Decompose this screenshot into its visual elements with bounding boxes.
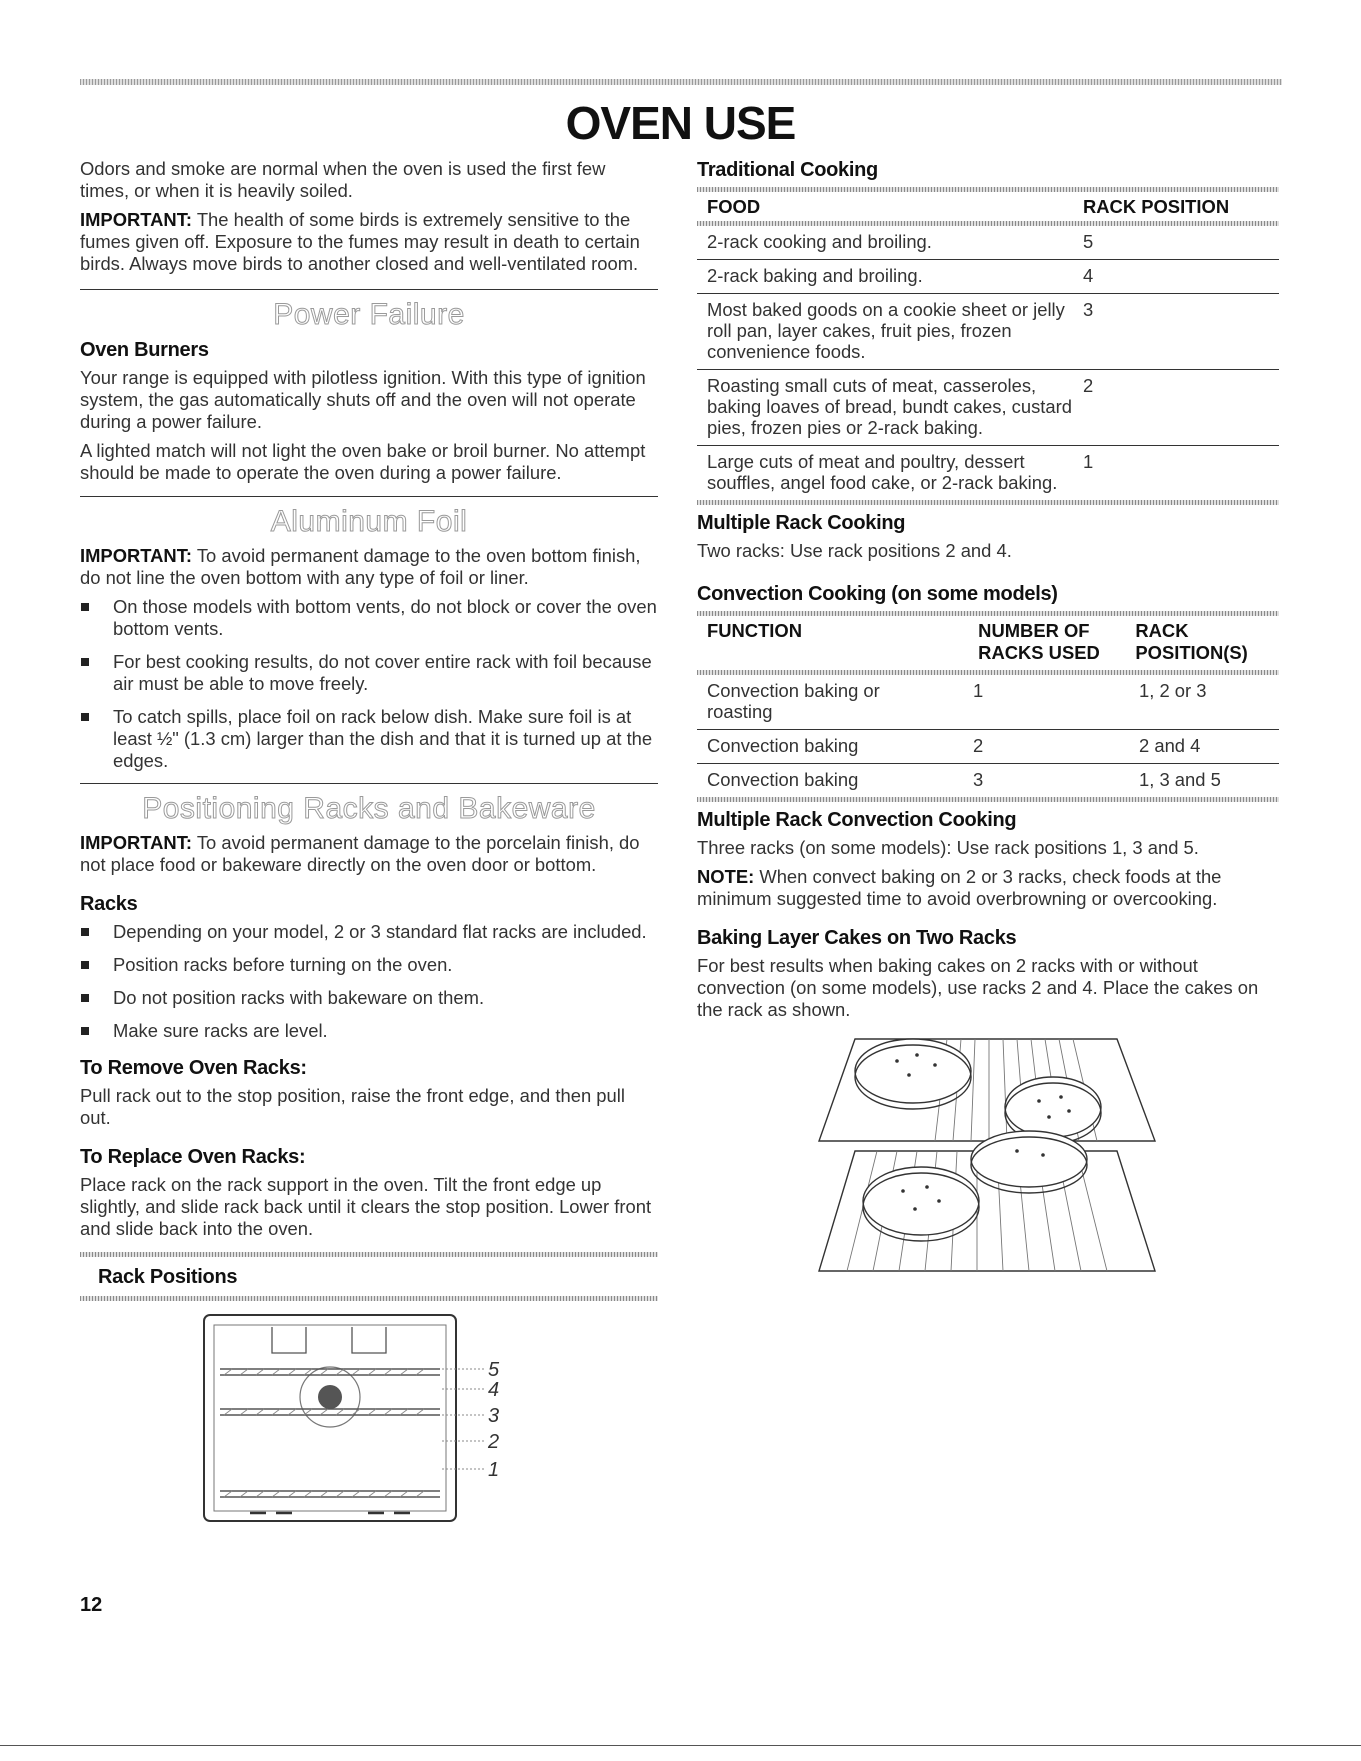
- bullet-icon: [81, 658, 89, 666]
- hatched-rule: [80, 1252, 658, 1257]
- table-row: 2-rack baking and broiling. 4: [697, 260, 1279, 294]
- top-hatched-rule: [80, 79, 1282, 85]
- table-row: Convection baking 2 2 and 4: [697, 730, 1279, 764]
- racks-bullet-list: [80, 921, 658, 1042]
- important-text: To avoid permanent damage to the porcelain finish, do not place food or bakeware directly on the oven door or bottom.: [80, 832, 640, 875]
- multiple-convection-heading: Multiple Rack Convection Cooking: [697, 809, 1017, 831]
- hatched-rule: [697, 797, 1279, 802]
- oven-rack-positions-illustration: [202, 1313, 522, 1525]
- rack-label-4: 4: [488, 1379, 500, 1401]
- power-failure-heading: Power Failure: [273, 298, 465, 331]
- list-item: Depending on your model, 2 or 3 standard flat racks are included.: [80, 921, 658, 943]
- rack-positions-diagram: [202, 1313, 658, 1525]
- rack-label-5: 5: [488, 1359, 500, 1381]
- list-item: Make sure racks are level.: [80, 1020, 658, 1042]
- rack-positions-heading: Rack Positions: [98, 1266, 238, 1288]
- bullet-icon: [81, 603, 89, 611]
- traditional-cooking-heading: Traditional Cooking: [697, 159, 878, 181]
- multiple-convection-text: Three racks (on some models): Use rack positions 1, 3 and 5.: [697, 837, 1199, 858]
- list-item: For best cooking results, do not cover entire rack with foil because air must be able to move freely.: [80, 651, 658, 695]
- foil-important: [80, 545, 658, 589]
- column-header-rack-position: RACK POSITION: [1083, 196, 1230, 217]
- bullet-icon: [81, 994, 89, 1002]
- important-label: IMPORTANT:: [80, 545, 193, 566]
- remove-racks-heading: To Remove Oven Racks:: [80, 1057, 307, 1079]
- multiple-rack-text: Two racks: Use rack positions 2 and 4.: [697, 540, 1012, 561]
- column-header-number-of-racks: NUMBER OF RACKS USED: [978, 620, 1100, 663]
- bullet-icon: [81, 1027, 89, 1035]
- rack-label-3: 3: [488, 1405, 500, 1427]
- intro-paragraph: Odors and smoke are normal when the oven is used the first few times, or when it is heavily soiled.: [80, 158, 606, 201]
- oven-burners-paragraph-2: A lighted match will not light the oven bake or broil burner. No attempt should be made to operate the oven during a power failure.: [80, 440, 646, 483]
- important-label: IMPORTANT:: [80, 832, 193, 853]
- table-row: Most baked goods on a cookie sheet or jelly roll pan, layer cakes, fruit pies, frozen convenience foods. 3: [697, 294, 1279, 370]
- rack-label-2: 2: [488, 1431, 500, 1453]
- table-row: Convection baking or roasting 1 1, 2 or 3: [697, 675, 1279, 730]
- page-number: 12: [80, 1594, 103, 1616]
- table-row: Convection baking 3 1, 3 and 5: [707, 769, 1221, 790]
- section-divider: [80, 783, 658, 784]
- layer-cakes-diagram: [817, 1031, 1279, 1281]
- column-header-rack-positions: RACK POSITION(S): [1135, 620, 1248, 663]
- note-text: When convect baking on 2 or 3 racks, check foods at the minimum suggested time to avoid overbrowning or overcooking.: [697, 866, 1222, 909]
- column-header-function: FUNCTION: [707, 620, 803, 641]
- foil-bullet-list: [80, 596, 658, 772]
- intro-important: [80, 209, 658, 275]
- bottom-rule: [0, 1745, 1361, 1746]
- racks-heading: Racks: [80, 893, 138, 915]
- multiple-convection-note: [697, 866, 1279, 910]
- hatched-rule: [697, 500, 1279, 505]
- column-header-food: FOOD: [707, 196, 761, 217]
- aluminum-foil-heading: Aluminum Foil: [270, 505, 468, 538]
- bullet-icon: [81, 961, 89, 969]
- layer-cakes-heading: Baking Layer Cakes on Two Racks: [697, 927, 1017, 949]
- replace-racks-heading: To Replace Oven Racks:: [80, 1146, 306, 1168]
- important-text: To avoid permanent damage to the oven bottom finish, do not line the oven bottom with any type of foil or liner.: [80, 545, 641, 588]
- positioning-important: [80, 832, 658, 876]
- multiple-rack-heading: Multiple Rack Cooking: [697, 512, 906, 534]
- table-row: 2-rack cooking and broiling. 5: [697, 226, 1279, 260]
- table-row: Large cuts of meat and poultry, dessert souffles, angel food cake, or 2-rack baking. 1: [707, 451, 1094, 493]
- replace-racks-text: Place rack on the rack support in the oven. Tilt the front edge up slightly, and slide rack back until it clears the stop position. Lower front and slide back into the oven.: [80, 1174, 652, 1239]
- oven-burners-paragraph: Your range is equipped with pilotless ignition. With this type of ignition system, the gas automatically shuts off and the oven will not operate during a power failure.: [80, 367, 646, 432]
- hatched-rule: [80, 1296, 658, 1301]
- important-label: IMPORTANT:: [80, 209, 193, 230]
- traditional-table-header: [697, 192, 1279, 221]
- rack-label-1: 1: [488, 1459, 500, 1481]
- list-item: To catch spills, place foil on rack below dish. Make sure foil is at least ½" (1.3 cm) larger than the dish and that it is turned up at the edges.: [80, 706, 658, 772]
- list-item: Position racks before turning on the oven.: [80, 954, 658, 976]
- positioning-heading: Positioning Racks and Bakeware: [142, 792, 596, 825]
- list-item: On those models with bottom vents, do not block or cover the oven bottom vents.: [80, 596, 658, 640]
- bullet-icon: [81, 713, 89, 721]
- bullet-icon: [81, 928, 89, 936]
- layer-cakes-text: For best results when baking cakes on 2 racks with or without convection (on some models), use racks 2 and 4. Place the cakes on the rack as shown.: [697, 955, 1259, 1020]
- remove-racks-text: Pull rack out to the stop position, raise the front edge, and then pull out.: [80, 1085, 625, 1128]
- section-divider: [80, 289, 658, 290]
- list-item: Do not position racks with bakeware on them.: [80, 987, 658, 1009]
- left-column: [80, 158, 658, 1525]
- two-racks-cakes-illustration: [817, 1031, 1157, 1281]
- convection-table: [697, 675, 1279, 797]
- traditional-cooking-table: [697, 226, 1279, 500]
- note-label: NOTE:: [697, 866, 755, 887]
- section-divider: [80, 496, 658, 497]
- page-title: OVEN USE: [565, 97, 796, 149]
- convection-table-header: [697, 616, 1279, 670]
- important-text: The health of some birds is extremely sensitive to the fumes given off. Exposure to the fumes may result in death to certain birds. Always move birds to another closed and well-ventilated room.: [80, 209, 640, 274]
- right-column: [697, 158, 1279, 1281]
- convection-heading: Convection Cooking (on some models): [697, 583, 1058, 605]
- oven-burners-heading: Oven Burners: [80, 339, 209, 361]
- table-row: Roasting small cuts of meat, casseroles, baking loaves of bread, bundt cakes, custard pies, frozen pies or 2-rack baking. 2: [697, 370, 1279, 446]
